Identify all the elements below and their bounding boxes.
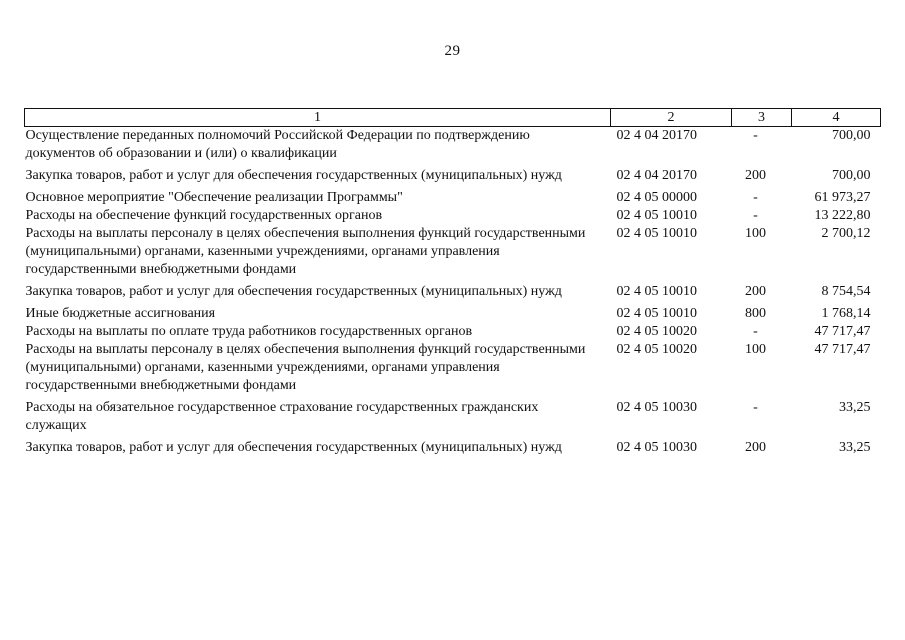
- row-amount: 33,25: [839, 440, 871, 455]
- header-col-4: 4: [792, 109, 881, 127]
- row-type: 200: [745, 168, 766, 183]
- row-name: Расходы на выплаты по оплате труда работников государственных органов: [25, 324, 473, 339]
- header-col-1: 1: [25, 109, 611, 127]
- table-row: [25, 127, 881, 164]
- row-code: 02 4 05 10030: [616, 440, 697, 455]
- row-amount: 33,25: [839, 400, 871, 415]
- row-amount: 13 222,80: [814, 208, 871, 223]
- row-amount: 700,00: [832, 128, 871, 143]
- row-type: -: [753, 324, 758, 339]
- table-row: [25, 435, 881, 457]
- row-name: Расходы на выплаты персоналу в целях обеспечения выполнения функций государственными (муниципальными) органами, казенными учреждениями, органами управления государственными внебюджетными фондами: [25, 342, 586, 393]
- row-type: 200: [745, 284, 766, 299]
- row-name: Расходы на обязательное государственное страхование государственных гражданских служащих: [25, 400, 539, 433]
- row-type: 800: [745, 306, 766, 321]
- row-type: -: [753, 400, 758, 415]
- row-code: 02 4 05 00000: [616, 190, 697, 205]
- row-name: Закупка товаров, работ и услуг для обеспечения государственных (муниципальных) нужд: [25, 284, 562, 299]
- table-row: [25, 185, 881, 207]
- row-amount: 2 700,12: [821, 226, 871, 241]
- header-col-2: 2: [611, 109, 732, 127]
- row-type: -: [753, 208, 758, 223]
- row-name: Закупка товаров, работ и услуг для обеспечения государственных (муниципальных) нужд: [25, 440, 562, 455]
- table-row: [25, 323, 881, 341]
- row-amount: 1 768,14: [821, 306, 871, 321]
- row-code: 02 4 05 10010: [616, 284, 697, 299]
- row-name: Расходы на выплаты персоналу в целях обеспечения выполнения функций государственными (муниципальными) органами, казенными учреждениями, органами управления государственными внебюджетными фондами: [25, 226, 586, 277]
- table-row: [25, 279, 881, 301]
- row-code: 02 4 05 10020: [616, 324, 697, 339]
- row-code: 02 4 05 10010: [616, 208, 697, 223]
- row-code: 02 4 04 20170: [616, 128, 697, 143]
- row-code: 02 4 04 20170: [616, 168, 697, 183]
- table-row: [25, 341, 881, 395]
- row-code: 02 4 05 10020: [616, 342, 697, 357]
- row-name: Осуществление переданных полномочий Российской Федерации по подтверждению документов об образовании и (или) о квалификации: [25, 128, 530, 161]
- header-row: [25, 109, 881, 127]
- row-name: Иные бюджетные ассигнования: [25, 306, 216, 321]
- row-type: -: [753, 190, 758, 205]
- table-row: [25, 163, 881, 185]
- row-code: 02 4 05 10010: [616, 306, 697, 321]
- row-amount: 61 973,27: [814, 190, 871, 205]
- page-number: 29: [444, 43, 461, 59]
- row-type: 100: [745, 226, 766, 241]
- row-name: Основное мероприятие "Обеспечение реализации Программы": [25, 190, 403, 205]
- table-row: [25, 395, 881, 435]
- row-amount: 8 754,54: [821, 284, 871, 299]
- row-amount: 47 717,47: [814, 324, 871, 339]
- row-name: Расходы на обеспечение функций государственных органов: [25, 208, 383, 223]
- row-code: 02 4 05 10030: [616, 400, 697, 415]
- table-row: [25, 207, 881, 225]
- table-row: [25, 225, 881, 279]
- table-row: [25, 301, 881, 323]
- row-type: 100: [745, 342, 766, 357]
- header-col-3: 3: [732, 109, 792, 127]
- row-name: Закупка товаров, работ и услуг для обеспечения государственных (муниципальных) нужд: [25, 168, 562, 183]
- budget-table: [24, 108, 881, 457]
- row-type: -: [753, 128, 758, 143]
- row-type: 200: [745, 440, 766, 455]
- row-code: 02 4 05 10010: [616, 226, 697, 241]
- row-amount: 700,00: [832, 168, 871, 183]
- row-amount: 47 717,47: [814, 342, 871, 357]
